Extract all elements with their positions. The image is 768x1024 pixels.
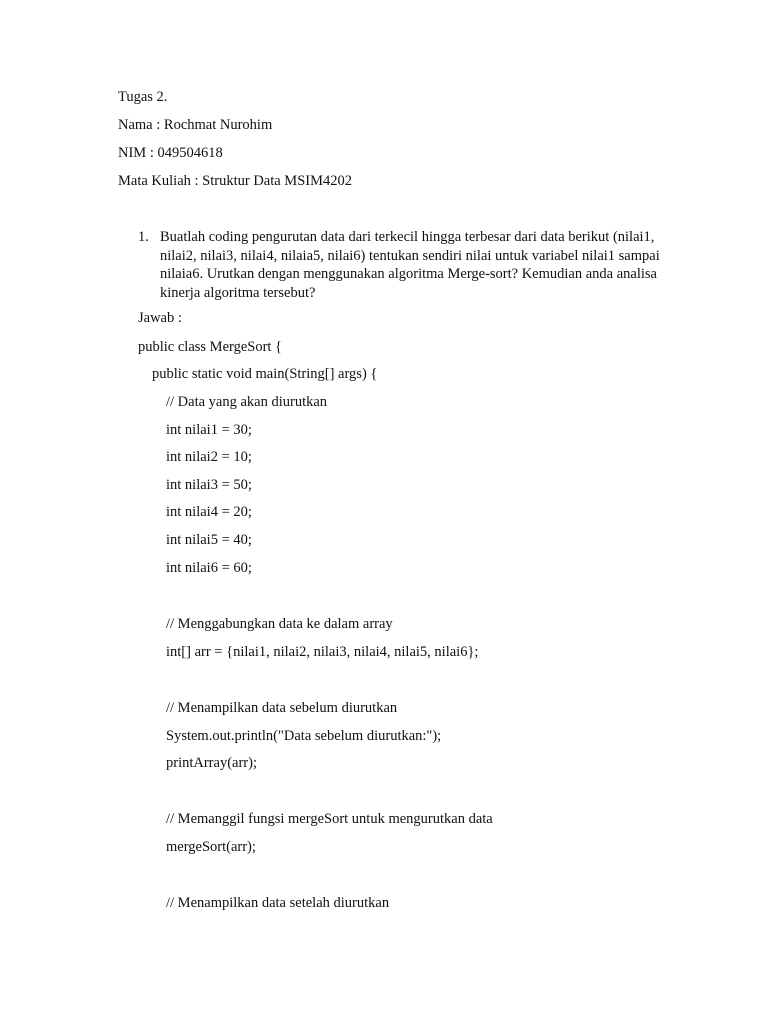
code-line: int nilai2 = 10; [166,449,252,465]
code-comment: // Menampilkan data setelah diurutkan [166,895,390,911]
course-name: Mata Kuliah : Struktur Data MSIM4202 [118,173,352,189]
code-line: mergeSort(arr); [166,839,256,855]
answer-label: Jawab : [138,310,182,326]
code-line: int nilai5 = 40; [166,532,252,548]
code-line: int[] arr = {nilai1, nilai2, nilai3, nilai4, nilai5, nilai6}; [166,644,479,660]
assignment-title: Tugas 2. [118,89,168,105]
student-id: NIM : 049504618 [118,145,223,161]
code-line: int nilai1 = 30; [166,422,252,438]
question-text: Buatlah coding pengurutan data dari terkecil hingga terbesar dari data berikut (nilai1, nilai2, nilai3, nilai4, nilaia5, nilai6) tentukan sendiri nilai untuk variabel nilai1 sampai nilaia6. Urutkan dengan menggunakan algoritma Merge-sort? Kemudian anda analisa kinerja algoritma tersebut? [160,229,660,301]
code-comment: // Menggabungkan data ke dalam array [166,616,393,632]
question-number: 1. [138,229,149,245]
code-line: int nilai3 = 50; [166,477,252,493]
code-line: System.out.println("Data sebelum diurutkan:"); [166,728,442,744]
code-line: public class MergeSort { [138,339,283,355]
code-line: int nilai6 = 60; [166,560,252,576]
code-comment: // Data yang akan diurutkan [166,394,328,410]
code-comment: // Memanggil fungsi mergeSort untuk mengurutkan data [166,811,493,827]
code-line: public static void main(String[] args) { [152,366,378,382]
code-comment: // Menampilkan data sebelum diurutkan [166,700,398,716]
code-line: int nilai4 = 20; [166,504,252,520]
code-line: printArray(arr); [166,755,257,771]
student-name: Nama : Rochmat Nurohim [118,117,273,133]
